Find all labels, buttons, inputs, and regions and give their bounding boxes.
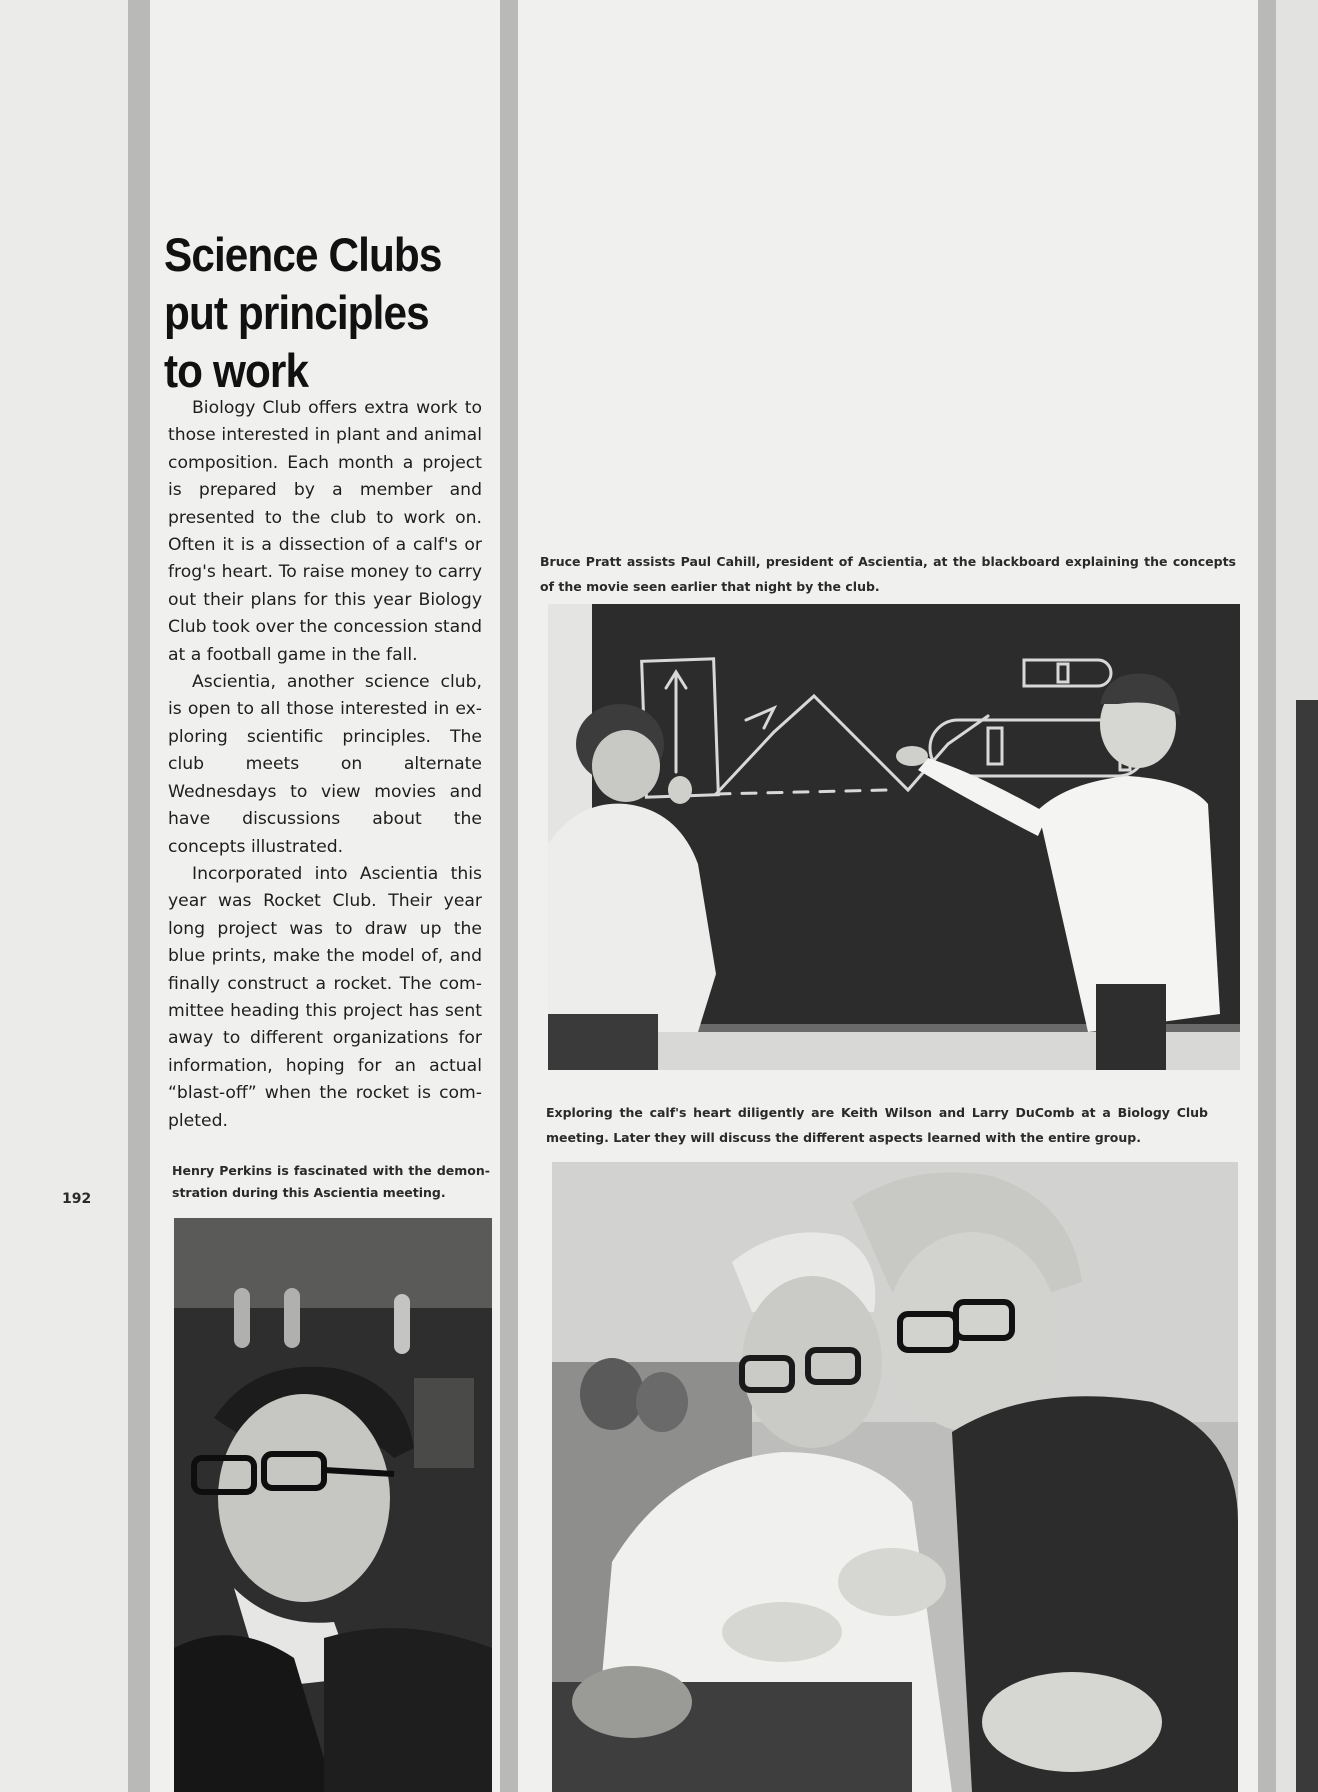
facing-page-photo-edge [1296,700,1318,1792]
article-paragraph-ascientia: Ascientia, another science club, is open to all those interested in exploring scientific principles. The club meets on alternate Wednesdays to view movies and have discussions about the concepts illustrated. [168,672,482,857]
right-gutter-bar [1258,0,1276,1792]
page-margin [0,0,128,1792]
facing-page-edge [1276,0,1318,1792]
photo-biology-club-dissection [552,1162,1238,1792]
caption-blackboard: Bruce Pratt assists Paul Cahill, president of Ascientia, at the blackboard explaining the concepts of the movie seen earlier that night by the club. [540,554,1236,594]
page-number: 192 [62,1191,92,1207]
center-gutter-bar [500,0,518,1792]
article-paragraph-biology-club: Biology Club offers extra work to those interested in plant and animal composition. Each month a project is prepared by a member and presented to the club to work on. Often it is a dissection of a calf's or frog's heart. To raise money to carry out their plans for this year Biology Club took over the concession stand at a football game in the fall. [168,398,482,665]
caption-henry-perkins: Henry Perkins is fascinated with the demonstration during this Ascientia meeting. [172,1163,490,1200]
article-paragraph-rocket-club: Incorporated into Ascientia this year was Rocket Club. Their year long project was to draw up the blue prints, make the model of, and finally construct a rocket. The committee heading this project has sent away to different organizations for information, hoping for an actual “blast-off” when the rocket is completed. [168,863,482,1131]
photo-blackboard-demonstration [548,604,1240,1070]
caption-biology-club: Exploring the calf's heart diligently are Keith Wilson and Larry DuComb at a Biology Club meeting. Later they will discuss the different aspects learned with the entire group. [546,1105,1208,1145]
article-body [168,395,482,1135]
left-gutter-bar [128,0,150,1792]
photo-henry-perkins [174,1218,492,1792]
page-headline: Science Clubs put principles to work [164,228,442,397]
